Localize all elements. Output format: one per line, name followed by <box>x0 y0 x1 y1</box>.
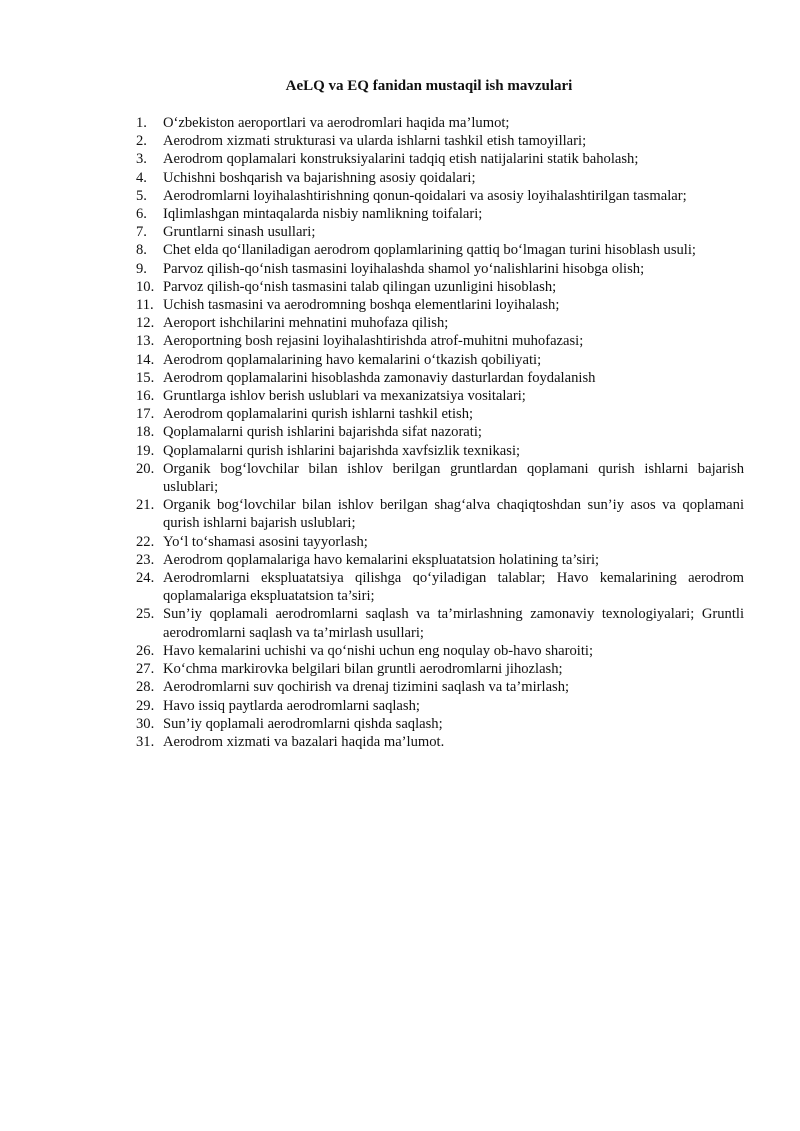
list-item <box>136 314 744 332</box>
list-item-number: 28. <box>136 679 155 696</box>
list-item-number: 3. <box>136 151 147 168</box>
list-item <box>136 569 744 605</box>
document-title: AeLQ va EQ fanidan mustaqil ish mavzulari <box>285 78 573 94</box>
list-item <box>136 405 744 423</box>
list-item <box>136 605 744 641</box>
list-item <box>136 678 744 696</box>
list-item-number: 19. <box>136 442 155 459</box>
list-item-number: 24. <box>136 570 155 587</box>
list-item-text: Qoplamalarni qurish ishlarini bajarishda xavfsizlik texnikasi; <box>163 442 521 459</box>
list-item-text: Yo‘l to‘shamasi asosini tayyorlash; <box>163 533 368 550</box>
list-item-text: Aeroportning bosh rejasini loyihalashtirishda atrof-muhitni muhofazasi; <box>163 333 584 350</box>
list-item-text: Sun’iy qoplamali aerodromlarni qishda saqlash; <box>163 715 443 732</box>
list-item <box>136 551 744 569</box>
list-item-number: 12. <box>136 315 155 332</box>
list-item-number: 27. <box>136 661 155 678</box>
list-item-number: 25. <box>136 606 155 623</box>
list-item <box>136 351 744 369</box>
list-item-text: O‘zbekiston aeroportlari va aerodromlari haqida ma’lumot; <box>163 115 510 131</box>
list-item <box>136 496 744 532</box>
list-item <box>136 278 744 296</box>
list-item-number: 15. <box>136 369 155 386</box>
list-item-number: 20. <box>136 460 155 477</box>
list-item-text: Qoplamalarni qurish ishlarini bajarishda sifat nazorati; <box>163 424 482 441</box>
list-item-text: Organik bog‘lovchilar bilan ishlov berilgan gruntlardan qoplamani qurish ishlarni bajarish uslublari; <box>163 460 744 496</box>
list-item <box>136 423 744 441</box>
list-item-number: 18. <box>136 424 155 441</box>
list-item <box>136 260 744 278</box>
list-item-text: Aerodromlarni ekspluatatsiya qilishga qo‘yiladigan talablar; Havo kemalarining aerodrom qoplamalariga ekspluatatsion ta’siri; <box>163 570 744 605</box>
list-item-text: Chet elda qo‘llaniladigan aerodrom qoplamlarining qattiq bo‘lmagan turini hisoblash usuli; <box>163 242 696 259</box>
list-item-number: 22. <box>136 533 155 550</box>
list-item-number: 10. <box>136 278 155 295</box>
list-item <box>136 533 744 551</box>
list-item <box>136 460 744 496</box>
list-item-text: Aerodrom qoplamalarini qurish ishlarni tashkil etish; <box>163 406 474 423</box>
list-item-number: 21. <box>136 497 155 514</box>
list-item-number: 23. <box>136 551 155 568</box>
list-item-number: 17. <box>136 406 155 423</box>
list-item <box>136 369 744 387</box>
list-item <box>136 715 744 733</box>
list-item-number: 29. <box>136 697 155 714</box>
list-item-text: Havo kemalarini uchishi va qo‘nishi uchun eng noqulay ob-havo sharoiti; <box>163 642 594 659</box>
list-item <box>136 733 744 751</box>
list-item-text: Parvoz qilish-qo‘nish tasmasini loyihalashda shamol yo‘nalishlarini hisobga olish; <box>163 260 645 277</box>
list-item-number: 14. <box>136 351 155 368</box>
list-item <box>136 114 744 132</box>
list-item-text: Havo issiq paytlarda aerodromlarni saqlash; <box>163 697 420 714</box>
list-item <box>136 205 744 223</box>
list-item <box>136 442 744 460</box>
list-item-number: 11. <box>136 297 154 314</box>
topic-list <box>136 114 744 751</box>
list-item-text: Aeroport ishchilarini mehnatini muhofaza qilish; <box>163 315 449 332</box>
list-item-number: 2. <box>136 133 147 150</box>
list-item-text: Aerodromlarni suv qochirish va drenaj tizimini saqlash va ta’mirlash; <box>163 679 570 696</box>
list-item <box>136 241 744 259</box>
list-item <box>136 132 744 150</box>
list-item-text: Aerodrom qoplamalarining havo kemalarini o‘tkazish qobiliyati; <box>163 351 542 368</box>
list-item <box>136 642 744 660</box>
list-item-text: Uchishni boshqarish va bajarishning asosiy qoidalari; <box>163 169 476 186</box>
list-item <box>136 150 744 168</box>
list-item-text: Aerodrom qoplamalari konstruksiyalarini tadqiq etish natijalarini statik baholash; <box>163 151 639 168</box>
list-item-number: 9. <box>136 260 147 277</box>
list-item <box>136 187 744 205</box>
list-item <box>136 169 744 187</box>
list-item-number: 6. <box>136 206 147 223</box>
list-item-number: 7. <box>136 224 147 241</box>
list-item-number: 8. <box>136 242 147 259</box>
list-item-number: 4. <box>136 169 147 186</box>
list-item-text: Iqlimlashgan mintaqalarda nisbiy namlikning toifalari; <box>163 206 483 223</box>
list-item <box>136 296 744 314</box>
list-item-text: Gruntlarga ishlov berish uslublari va mexanizatsiya vositalari; <box>163 388 526 405</box>
list-item-text: Aerodrom qoplamalarini hisoblashda zamonaviy dasturlardan foydalanish <box>163 369 596 386</box>
list-item <box>136 697 744 715</box>
list-item-text: Aerodrom xizmati strukturasi va ularda ishlarni tashkil etish tamoyillari; <box>163 133 587 150</box>
list-item-text: Gruntlarni sinash usullari; <box>163 224 316 241</box>
list-item-number: 30. <box>136 715 155 732</box>
list-item-text: Organik bog‘lovchilar bilan ishlov berilgan shag‘alva chaqiqtoshdan sun’iy asos va qoplamani qurish ishlarni bajarish uslublari; <box>163 497 744 532</box>
list-item-text: Sun’iy qoplamali aerodromlarni saqlash va ta’mirlashning zamonaviy texnologiyalari; Gruntli aerodromlarni saqlash va ta’mirlash usullari; <box>163 606 744 641</box>
list-item <box>136 223 744 241</box>
list-item-text: Aerodrom xizmati va bazalari haqida ma’lumot. <box>163 733 445 750</box>
list-item-number: 16. <box>136 388 155 405</box>
list-item-text: Aerodrom qoplamalariga havo kemalarini ekspluatatsion holatining ta’siri; <box>163 551 600 568</box>
list-item <box>136 660 744 678</box>
list-item-text: Ko‘chma markirovka belgilari bilan gruntli aerodromlarni jihozlash; <box>163 661 563 678</box>
list-item <box>136 387 744 405</box>
list-item-text: Uchish tasmasini va aerodromning boshqa elementlarini loyihalash; <box>163 297 560 314</box>
list-item-text: Aerodromlarni loyihalashtirishning qonun-qoidalari va asosiy loyihalashtirilgan tasmalar; <box>163 187 687 204</box>
list-item-number: 13. <box>136 333 155 350</box>
list-item-number: 5. <box>136 187 147 204</box>
list-item-number: 26. <box>136 642 155 659</box>
list-item <box>136 332 744 350</box>
list-item-number: 1. <box>136 115 147 131</box>
list-item-number: 31. <box>136 733 155 750</box>
list-item-text: Parvoz qilish-qo‘nish tasmasini talab qilingan uzunligini hisoblash; <box>163 278 557 295</box>
